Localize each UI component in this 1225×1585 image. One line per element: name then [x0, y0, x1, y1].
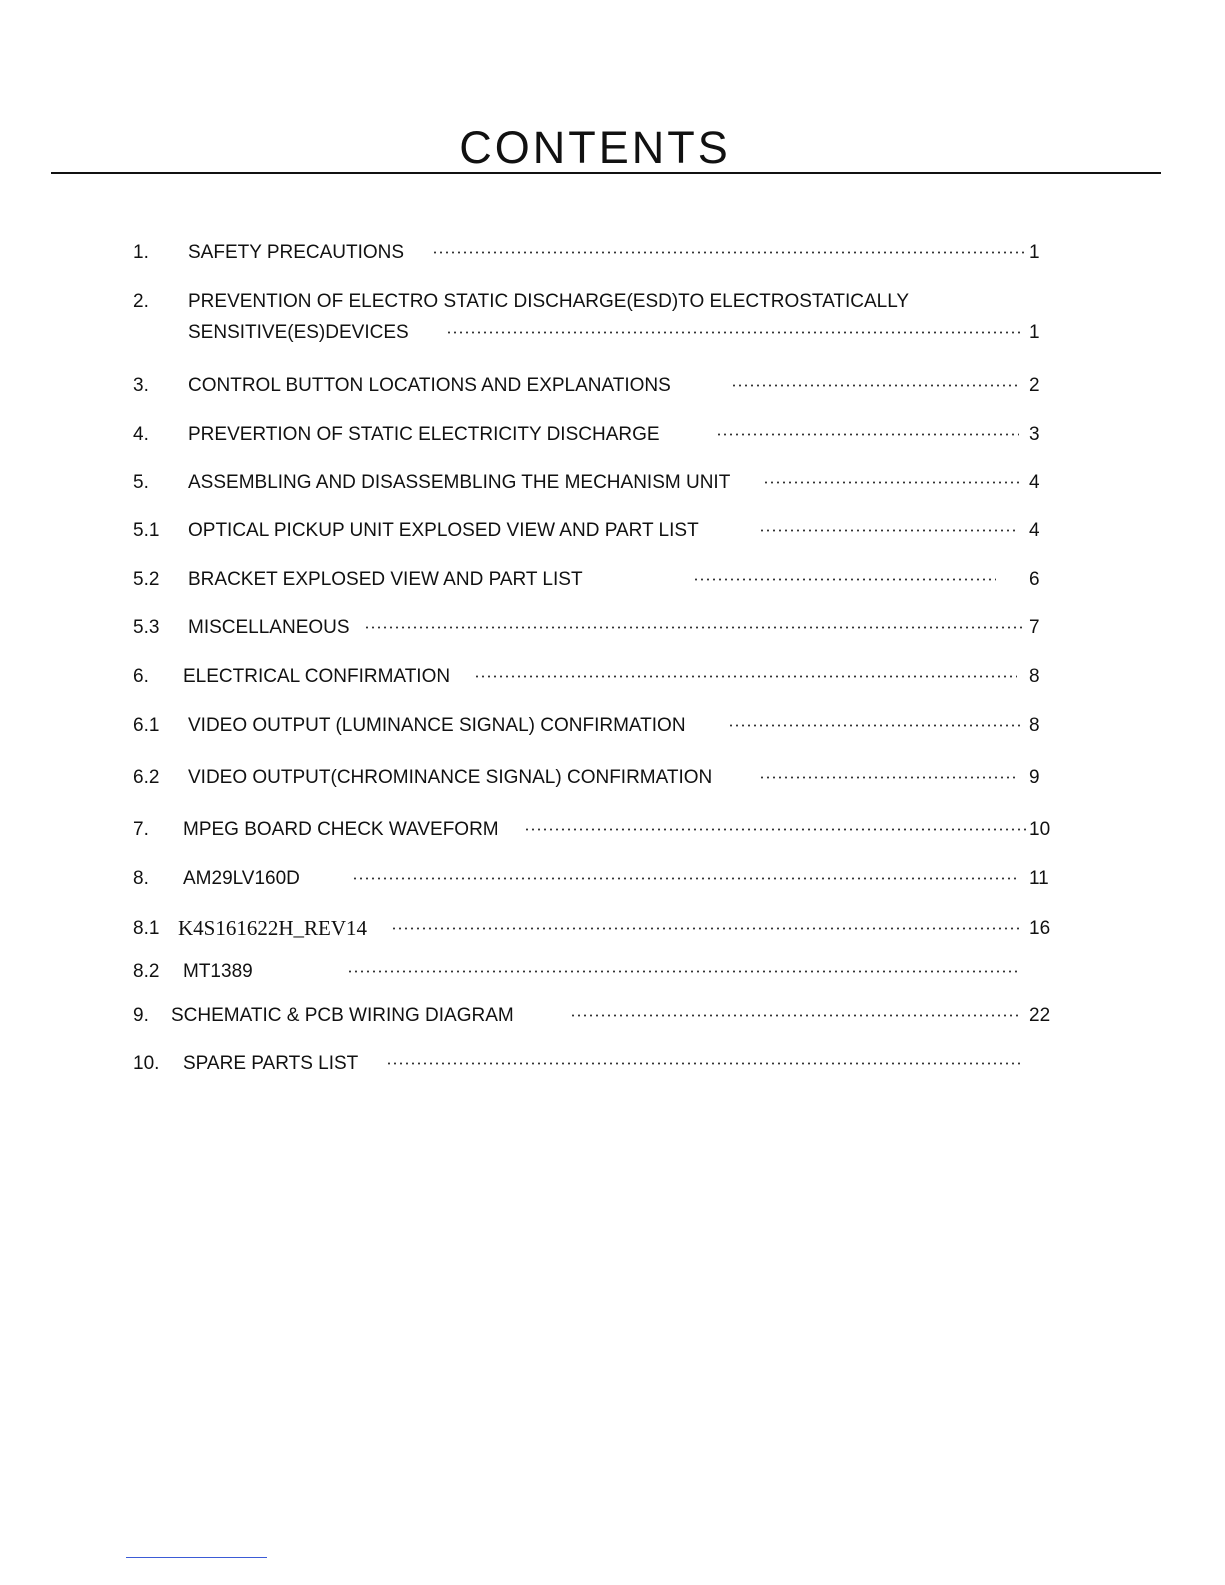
- toc-number: 5.1: [133, 520, 160, 541]
- toc-page-number: 4: [1029, 472, 1040, 493]
- toc-label: BRACKET EXPLOSED VIEW AND PART LIST: [188, 569, 583, 590]
- toc-page-number: 8: [1029, 715, 1040, 736]
- dot-leader: [759, 529, 1017, 532]
- toc-entry-2-continued[interactable]: [0, 322, 1225, 346]
- toc-number: 6.: [133, 666, 149, 687]
- dot-leader: [693, 578, 996, 581]
- toc-entry-8[interactable]: [0, 868, 1225, 892]
- toc-page-number: 10: [1029, 819, 1051, 840]
- dot-leader: [432, 251, 1024, 254]
- toc-label-continued: SENSITIVE(ES)DEVICES: [188, 322, 409, 343]
- dot-leader: [524, 828, 1028, 831]
- dot-leader: [352, 877, 1018, 880]
- toc-entry-8-1[interactable]: [0, 918, 1225, 942]
- toc-number: 7.: [133, 819, 149, 840]
- toc-number: 6.1: [133, 715, 160, 736]
- toc-entry-2[interactable]: [0, 291, 1225, 315]
- toc-number: 8.: [133, 868, 149, 889]
- toc-entry-5[interactable]: [0, 472, 1225, 496]
- toc-label: CONTROL BUTTON LOCATIONS AND EXPLANATIONS: [188, 375, 671, 396]
- dot-leader: [386, 1062, 1022, 1065]
- footer-rule: [126, 1557, 267, 1558]
- toc-label: K4S161622H_REV14: [178, 916, 368, 940]
- toc-page-number: 8: [1029, 666, 1040, 687]
- toc-label: VIDEO OUTPUT (LUMINANCE SIGNAL) CONFIRMATION: [188, 715, 686, 736]
- toc-entry-5-1[interactable]: [0, 520, 1225, 544]
- toc-number: 8.2: [133, 961, 160, 982]
- toc-number: 1.: [133, 242, 149, 263]
- toc-entry-4[interactable]: [0, 424, 1225, 448]
- dot-leader: [364, 626, 1024, 629]
- toc-label: MT1389: [183, 961, 253, 982]
- toc-entry-5-2[interactable]: [0, 569, 1225, 593]
- toc-entry-9[interactable]: [0, 1005, 1225, 1029]
- toc-number: 6.2: [133, 767, 160, 788]
- dot-leader: [570, 1014, 1022, 1017]
- toc-number: 2.: [133, 291, 149, 312]
- toc-number: 10.: [133, 1053, 160, 1074]
- toc-page-number: 2: [1029, 375, 1040, 396]
- toc-entry-1[interactable]: [0, 242, 1225, 266]
- toc-label: OPTICAL PICKUP UNIT EXPLOSED VIEW AND PART LIST: [188, 520, 699, 541]
- dot-leader: [446, 331, 1024, 334]
- toc-page-number: 11: [1029, 868, 1049, 889]
- title-divider: [51, 172, 1161, 174]
- toc-label: PREVENTION OF ELECTRO STATIC DISCHARGE(ESD)TO ELECTROSTATICALLY: [188, 291, 910, 312]
- dot-leader: [728, 724, 1022, 727]
- dot-leader: [716, 433, 1019, 436]
- toc-entry-3[interactable]: [0, 375, 1225, 399]
- toc-label: MISCELLANEOUS: [188, 617, 350, 638]
- toc-number: 5.2: [133, 569, 160, 590]
- toc-entry-5-3[interactable]: [0, 617, 1225, 641]
- toc-entry-8-2[interactable]: [0, 961, 1225, 985]
- toc-page-number: 7: [1029, 617, 1040, 638]
- page-title: CONTENTS: [459, 122, 731, 173]
- toc-label: PREVERTION OF STATIC ELECTRICITY DISCHARGE: [188, 424, 660, 445]
- toc-number: 8.1: [133, 918, 160, 939]
- toc-number: 5.3: [133, 617, 160, 638]
- dot-leader: [391, 927, 1022, 930]
- toc-label: MPEG BOARD CHECK WAVEFORM: [183, 819, 499, 840]
- toc-label: SCHEMATIC & PCB WIRING DIAGRAM: [171, 1005, 514, 1026]
- toc-label: SAFETY PRECAUTIONS: [188, 242, 405, 263]
- toc-number: 5.: [133, 472, 149, 493]
- dot-leader: [347, 970, 1019, 973]
- toc-page-number: 4: [1029, 520, 1040, 541]
- toc-entry-10[interactable]: [0, 1053, 1225, 1077]
- toc-label: VIDEO OUTPUT(CHROMINANCE SIGNAL) CONFIRMATION: [188, 767, 713, 788]
- toc-label: ASSEMBLING AND DISASSEMBLING THE MECHANISM UNIT: [188, 472, 731, 493]
- dot-leader: [759, 776, 1017, 779]
- toc-label: SPARE PARTS LIST: [183, 1053, 359, 1074]
- toc-page-number: 16: [1029, 918, 1051, 939]
- toc-entry-6[interactable]: [0, 666, 1225, 690]
- toc-page-number: 22: [1029, 1005, 1051, 1026]
- toc-page-number: 1: [1029, 322, 1040, 343]
- toc-number: 3.: [133, 375, 149, 396]
- toc-entry-6-2[interactable]: [0, 767, 1225, 791]
- toc-page-number: 6: [1029, 569, 1040, 590]
- toc-label: AM29LV160D: [183, 868, 300, 889]
- toc-entry-6-1[interactable]: [0, 715, 1225, 739]
- toc-label: ELECTRICAL CONFIRMATION: [183, 666, 451, 687]
- toc-page-number: 3: [1029, 424, 1040, 445]
- dot-leader: [731, 384, 1019, 387]
- toc-number: 9.: [133, 1005, 149, 1026]
- toc-page-number: 1: [1029, 242, 1040, 263]
- dot-leader: [474, 675, 1017, 678]
- dot-leader: [763, 481, 1021, 484]
- toc-number: 4.: [133, 424, 149, 445]
- toc-page-number: 9: [1029, 767, 1040, 788]
- toc-entry-7[interactable]: [0, 819, 1225, 843]
